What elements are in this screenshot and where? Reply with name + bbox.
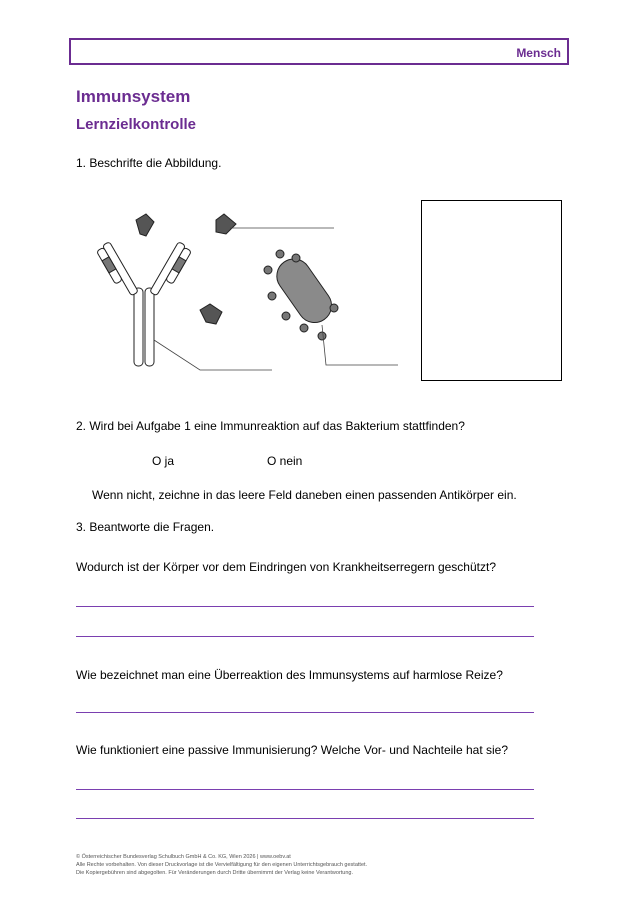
answer-line[interactable] <box>76 818 534 819</box>
antigen-icon <box>200 304 222 324</box>
footer-line: Alle Rechte vorbehalten. Von dieser Druckvorlage ist die Vervielfältigung für den eigenen Unterrichtsgebrauch gestattet. <box>76 862 368 868</box>
antigen-icon <box>216 214 236 234</box>
antibody-icon <box>96 242 193 366</box>
question-2: Wie bezeichnet man eine Überreaktion des Immunsystems auf harmlose Reize? <box>76 668 503 682</box>
question-3: Wie funktioniert eine passive Immunisierung? Welche Vor- und Nachteile hat sie? <box>76 743 508 757</box>
answer-line[interactable] <box>76 789 534 790</box>
antibody-bacterium-figure <box>90 190 410 390</box>
page-title: Immunsystem <box>76 87 191 106</box>
footer-line: Die Kopiergebühren sind abgegolten. Für Veränderungen durch Dritte übernimmt der Verlag keine Verantwortung. <box>76 870 354 876</box>
task3-text: 3. Beantworte die Fragen. <box>76 520 215 534</box>
answer-line[interactable] <box>76 606 534 607</box>
page-subtitle: Lernzielkontrolle <box>76 116 197 133</box>
header-box <box>69 38 569 65</box>
antigen-icon <box>136 214 154 236</box>
bacterium-icon <box>264 250 338 340</box>
question-1: Wodurch ist der Körper vor dem Eindringen von Krankheitserregern geschützt? <box>76 560 496 574</box>
drawing-field[interactable] <box>421 200 562 381</box>
option-no[interactable]: O nein <box>267 454 303 468</box>
answer-line[interactable] <box>76 712 534 713</box>
answer-line[interactable] <box>76 636 534 637</box>
task2-instruction: Wenn nicht, zeichne in das leere Feld daneben einen passenden Antikörper ein. <box>92 488 517 502</box>
footer-copyright <box>76 853 367 877</box>
label-lines <box>154 228 398 370</box>
option-yes[interactable]: O ja <box>152 454 175 468</box>
header-tag: Mensch <box>516 46 561 60</box>
task1-text: 1. Beschrifte die Abbildung. <box>76 156 222 170</box>
task2-text: 2. Wird bei Aufgabe 1 eine Immunreaktion auf das Bakterium stattfinden? <box>76 419 465 433</box>
footer-line: © Österreichischer Bundesverlag Schulbuch GmbH & Co. KG, Wien 2026 | www.oebv.at <box>76 854 291 860</box>
